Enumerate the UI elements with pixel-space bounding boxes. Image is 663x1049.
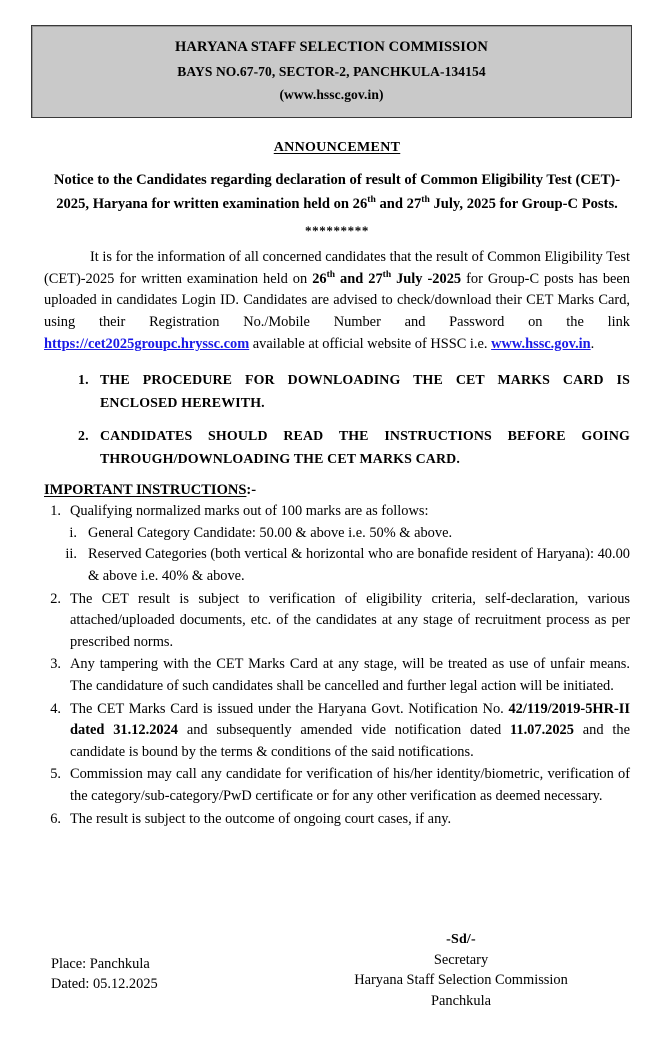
instruction-text: Commission may call any candidate for verification of his/her identity/biometric, verification of the category/sub-category/PwD certificate or for any other verification as deemed necessary. xyxy=(70,766,630,805)
instruction-text: The CET result is subject to verification of eligibility criteria, self-declaration, various attached/uploaded documents, etc. of the candidates at any stage of recruitment process as per prescribed norms. xyxy=(70,590,630,650)
cet-portal-link[interactable]: https://cet2025groupc.hryssc.com xyxy=(44,336,250,353)
sub-instruction-number: i. xyxy=(69,524,77,541)
announcement-heading: ANNOUNCEMENT xyxy=(273,140,401,156)
instruction-number: 2. xyxy=(50,590,61,607)
body-segment-1: It is for the information of all concerned candidates that the result of Common Eligibility Test (CET)-2025 for written examination held on xyxy=(44,248,630,287)
document-footer xyxy=(0,930,663,1011)
organization-name: HARYANA STAFF SELECTION COMMISSION xyxy=(175,39,488,55)
instruction-item-4 xyxy=(44,699,630,764)
instruction-text: Any tampering with the CET Marks Card at any stage, will be treated as use of unfair means. The candidature of such candidates shall be cancelled and further legal action will be initiated. xyxy=(70,656,630,695)
amendment-date: 11.07.2025 xyxy=(509,722,574,739)
document-page xyxy=(0,25,663,1049)
instruction-item-5 xyxy=(44,764,630,807)
notice-title-part3: July, 2025 for Group-C Posts. xyxy=(429,196,618,213)
signatory-city: Panchkula xyxy=(431,992,491,1009)
declaration-text: THE PROCEDURE FOR DOWNLOADING THE CET MARKS CARD IS ENCLOSED HEREWITH. xyxy=(100,373,630,411)
notice-title-sup2: th xyxy=(421,194,430,206)
instruction-number: 1. xyxy=(50,503,61,520)
signatory-designation: Secretary xyxy=(433,951,489,968)
notice-title xyxy=(44,169,630,216)
instruction-item-2 xyxy=(44,589,630,654)
instruction-number: 4. xyxy=(50,700,61,717)
declaration-number: 2. xyxy=(78,429,89,445)
instruction-text: Qualifying normalized marks out of 100 marks are as follows: xyxy=(70,503,429,520)
exam-date-month-year: July -2025 xyxy=(391,270,462,287)
notice-title-sup1: th xyxy=(367,194,376,206)
instruction-text: The result is subject to the outcome of ongoing court cases, if any. xyxy=(70,810,452,827)
instruction-number: 6. xyxy=(50,810,61,827)
exam-date-27: and 27 xyxy=(335,270,383,287)
notification-number: 42/119/2019-5HR-II dated 31.12.2024 xyxy=(70,700,630,739)
footer-place-block xyxy=(51,930,158,1011)
hssc-website-link[interactable]: www.hssc.gov.in xyxy=(491,336,591,353)
instruction-number: 3. xyxy=(50,656,61,673)
sub-instruction-number: ii. xyxy=(65,546,77,563)
exam-date-bold xyxy=(312,271,461,287)
organization-address: BAYS NO.67-70, SECTOR-2, PANCHKULA-134154 xyxy=(177,63,486,79)
instruction-4-segment-1: The CET Marks Card is issued under the Haryana Govt. Notification No. xyxy=(70,700,509,717)
footer-date: Dated: 05.12.2025 xyxy=(51,976,158,993)
body-segment-3: available at official website of HSSC i.e. xyxy=(249,336,492,353)
important-instructions-label: IMPORTANT INSTRUCTIONS xyxy=(44,482,247,499)
instruction-text xyxy=(70,699,630,764)
document-content xyxy=(44,140,630,830)
instructions-list xyxy=(44,501,630,830)
notice-title-part1: Notice to the Candidates regarding declaration of result of Common Eligibility Test (CET)- 2025, Haryana for written examination held on 26 xyxy=(53,172,621,213)
signature-mark: -Sd/- xyxy=(446,932,476,947)
instruction-item-6 xyxy=(44,809,630,831)
instruction-item-1 xyxy=(44,501,630,523)
sub-instruction-item-i xyxy=(44,523,630,545)
declaration-item xyxy=(44,370,630,415)
declaration-list xyxy=(44,370,630,471)
footer-place: Place: Panchkula xyxy=(51,956,150,972)
instruction-4-segment-2: and subsequently amended vide notification dated xyxy=(177,722,510,739)
important-instructions-heading xyxy=(44,482,630,499)
exam-date-27-sup: th xyxy=(382,269,392,280)
sub-instruction-text: Reserved Categories (both vertical & horizontal who are bonafide resident of Haryana): 40.00 & above i.e. 40% & above. xyxy=(88,546,630,584)
instruction-number: 5. xyxy=(50,766,61,783)
declaration-number: 1. xyxy=(78,373,89,389)
declaration-text: CANDIDATES SHOULD READ THE INSTRUCTIONS BEFORE GOING THROUGH/DOWNLOADING THE CET MARKS CARD. xyxy=(100,429,630,467)
asterisk-divider: ********* xyxy=(305,222,369,238)
sub-instruction-text: General Category Candidate: 50.00 & above i.e. 50% & above. xyxy=(88,524,453,541)
instruction-item-3 xyxy=(44,654,630,697)
body-segment-4: . xyxy=(590,336,595,353)
letterhead-box xyxy=(31,25,632,118)
organization-website: (www.hssc.gov.in) xyxy=(279,87,384,103)
instruction-4-segment-3: and the candidate is bound by the terms & conditions of the said notifications. xyxy=(70,722,630,760)
exam-date-26-sup: th xyxy=(326,269,336,280)
footer-signature-block xyxy=(311,930,611,1011)
body-segment-2: for Group-C posts has been uploaded in candidates Login ID. Candidates are advised to check/download their CET Marks Card, using their Registration No./Mobile Number and Password on the link xyxy=(44,270,630,331)
exam-date-26: 26 xyxy=(312,270,327,287)
declaration-item xyxy=(44,426,630,471)
sub-instruction-item-ii xyxy=(44,544,630,587)
instruction-1-sublist xyxy=(44,523,630,588)
body-paragraph xyxy=(44,247,630,356)
notice-title-part2: and 27 xyxy=(375,196,422,213)
important-instructions-colon: :- xyxy=(246,482,257,499)
signatory-organization: Haryana Staff Selection Commission xyxy=(354,972,568,989)
